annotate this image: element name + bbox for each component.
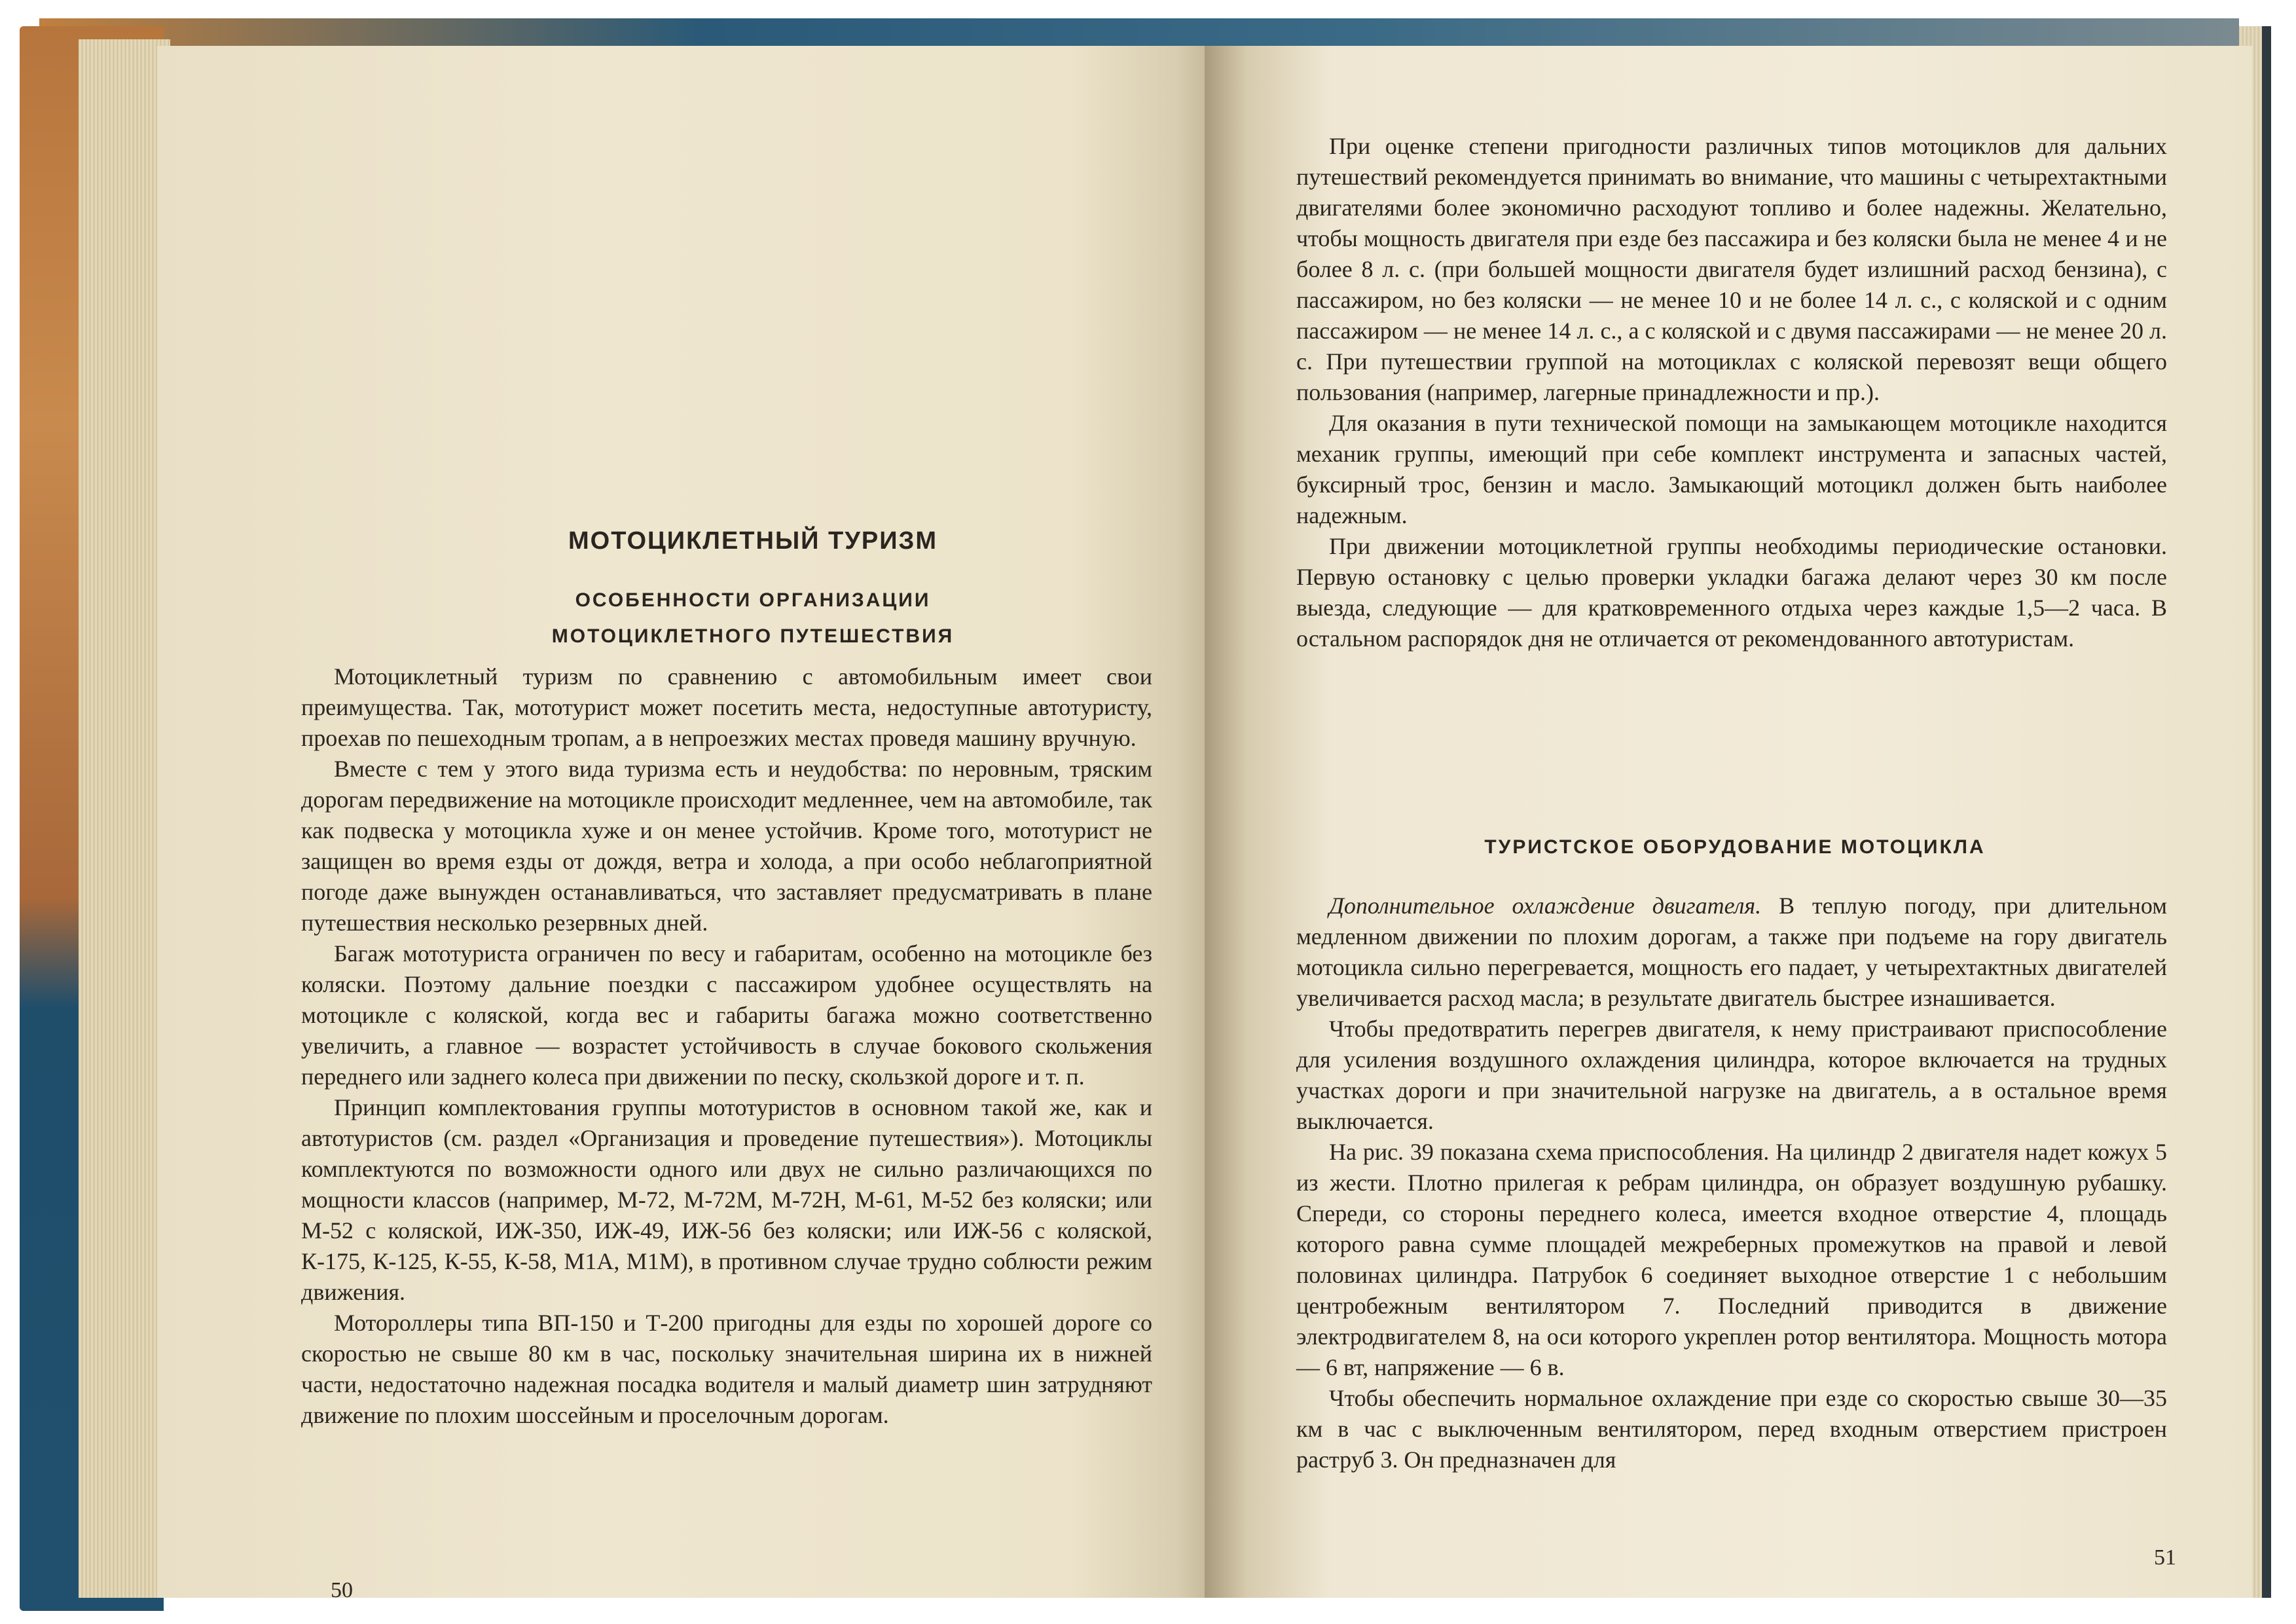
paragraph: Чтобы предотвратить перегрев двигателя, к нему пристраивают приспособление для усиления воздушного охлаждения цилиндра, которое включается на трудных участках дороги и при значительной нагрузке на двигатель, а в остальное время выключается. [1296,1016,2167,1134]
left-body-text [301,661,1152,1431]
italic-lead: Дополнительное охлаждение двигателя. [1329,893,1762,919]
paragraph [1296,891,2167,1014]
chapter-title: МОТОЦИКЛЕТНЫЙ ТУРИЗМ [568,527,938,555]
paragraph: Принцип комплектования группы мототуристов в основном такой же, как и автотуристов (см. раздел «Организация и проведение путешествия»). Мотоциклы комплектуются по возможности одного или двух не сильно различающихся по мощности классов (например, М-72, М-72М, М-72Н, М-61, М-52 без коляски; или М-52 с коляской, ИЖ-350, ИЖ-49, ИЖ-56 без коляски; или ИЖ-56 с коляской, К-175, К-125, К-55, К-58, М1А, М1М), в противном случае трудно соблюсти режим движения. [301,1094,1152,1305]
paragraph: Чтобы обеспечить нормальное охлаждение при езде со скоростью свыше 30—35 км в час с выключенным вентилятором, перед входным отверстием пристроен раструб 3. Он предназначен для [1296,1385,2167,1473]
section-subtitle-line2: МОТОЦИКЛЕТНОГО ПУТЕШЕСТВИЯ [551,625,955,647]
paragraph: Для оказания в пути технической помощи на замыкающем мотоцикле находится механик группы, имеющий при себе комплект инструмента и запасных частей, буксирный трос, бензин и масло. Замыкающий мотоцикл должен быть наиболее надежным. [1296,410,2167,528]
right-body-text-top [1296,131,2167,654]
page-number: 50 [331,1578,353,1602]
paragraph-lead-rest: В теплую погоду, при длительном медленном движении по плохим дорогам, а также при подъеме на гору двигатель мотоцикла сильно перегревается, мощность его падает, у четырехтактных двигателей увеличивается расход масла; в результате двигатель быстрее изнашивается. [1296,893,2167,1011]
section-title: ТУРИСТСКОЕ ОБОРУДОВАНИЕ МОТОЦИКЛА [1484,836,1986,858]
paragraph: Багаж мототуриста ограничен по весу и габаритам, особенно на мотоцикле без коляски. Поэтому дальние поездки с пассажиром удобнее осуществлять на мотоцикле с коляской, когда вес и габариты багажа можно соответственно увеличить, а главное — возрастет устойчивость в случае бокового скольжения переднего или заднего колеса при движении по песку, скользкой дороге и т. п. [301,940,1152,1090]
right-page [1205,46,2252,1598]
paragraph: На рис. 39 показана схема приспособления. На цилиндр 2 двигателя надет кожух 5 из жести. Плотно прилегая к ребрам цилиндра, он образует воздушную рубашку. Спереди, со стороны переднего колеса, имеется входное отверстие 4, площадь которого равна сумме площадей межреберных промежутков на правой и левой половинах цилиндра. Патрубок 6 соединяет выходное отверстие 1 с небольшим центробежным вентилятором 7. Последний приводится в движение электродвигателем 8, на оси которого укреплен ротор вентилятора. Мощность мотора — 6 вт, напряжение — 6 в. [1296,1139,2167,1380]
paragraph: При движении мотоциклетной группы необходимы периодические остановки. Первую остановку с целью проверки укладки багажа делают через 30 км после выезда, следующие — для кратковременного отдыха через каждые 1,5—2 часа. В остальном распорядок дня не отличается от рекомендованного автотуристам. [1296,533,2167,652]
paragraph: При оценке степени пригодности различных типов мотоциклов для дальних путешествий рекомендуется принимать во внимание, что машины с четырехтактными двигателями более экономично расходуют топливо и более надежны. Желательно, чтобы мощность двигателя при езде без пассажира и без коляски была не менее 4 и не более 8 л. с. (при большей мощности двигателя будет излишний расход бензина), с пассажиром, но без коляски — не менее 10 и не более 14 л. с., с коляской и с одним пассажиром — не менее 14 л. с., а с коляской и с двумя пассажирами — не менее 20 л. с. При путешествии группой на мотоциклах с коляской перевозят вещи общего пользования (например, лагерные принадлежности и пр.). [1296,133,2167,405]
paragraph: Мотоциклетный туризм по сравнению с автомобильным имеет свои преимущества. Так, мототурист может посетить места, недоступные автотуристу, проехав по пешеходным тропам, а в непроезжих местах проведя машину вручную. [301,663,1152,751]
section-subtitle-line1: ОСОБЕННОСТИ ОРГАНИЗАЦИИ [575,589,931,611]
book-cover-right-edge [2262,26,2271,1598]
page-number: 51 [2154,1545,2176,1570]
page-edges-left [79,39,170,1598]
paragraph: Мотороллеры типа ВП-150 и Т-200 пригодны для езды по хорошей дороге со скоростью не свыше 80 км в час, поскольку значительная ширина их в нижней части, недостаточно надежная посадка водителя и малый диаметр шин затрудняют движение по плохим шоссейным и проселочным дорогам. [301,1310,1152,1428]
right-body-text-bottom [1296,891,2167,1475]
paragraph: Вместе с тем у этого вида туризма есть и неудобства: по неровным, тряским дорогам передвижение на мотоцикле происходит медленнее, чем на автомобиле, так как подвеска у мотоцикла хуже и он менее устойчив. Кроме того, мототурист не защищен во время езды от дождя, ветра и холода, а при особо неблагоприятной погоде даже вынужден останавливаться, что заставляет предусматривать в плане путешествия несколько резервных дней. [301,756,1152,936]
left-page [157,46,1231,1602]
